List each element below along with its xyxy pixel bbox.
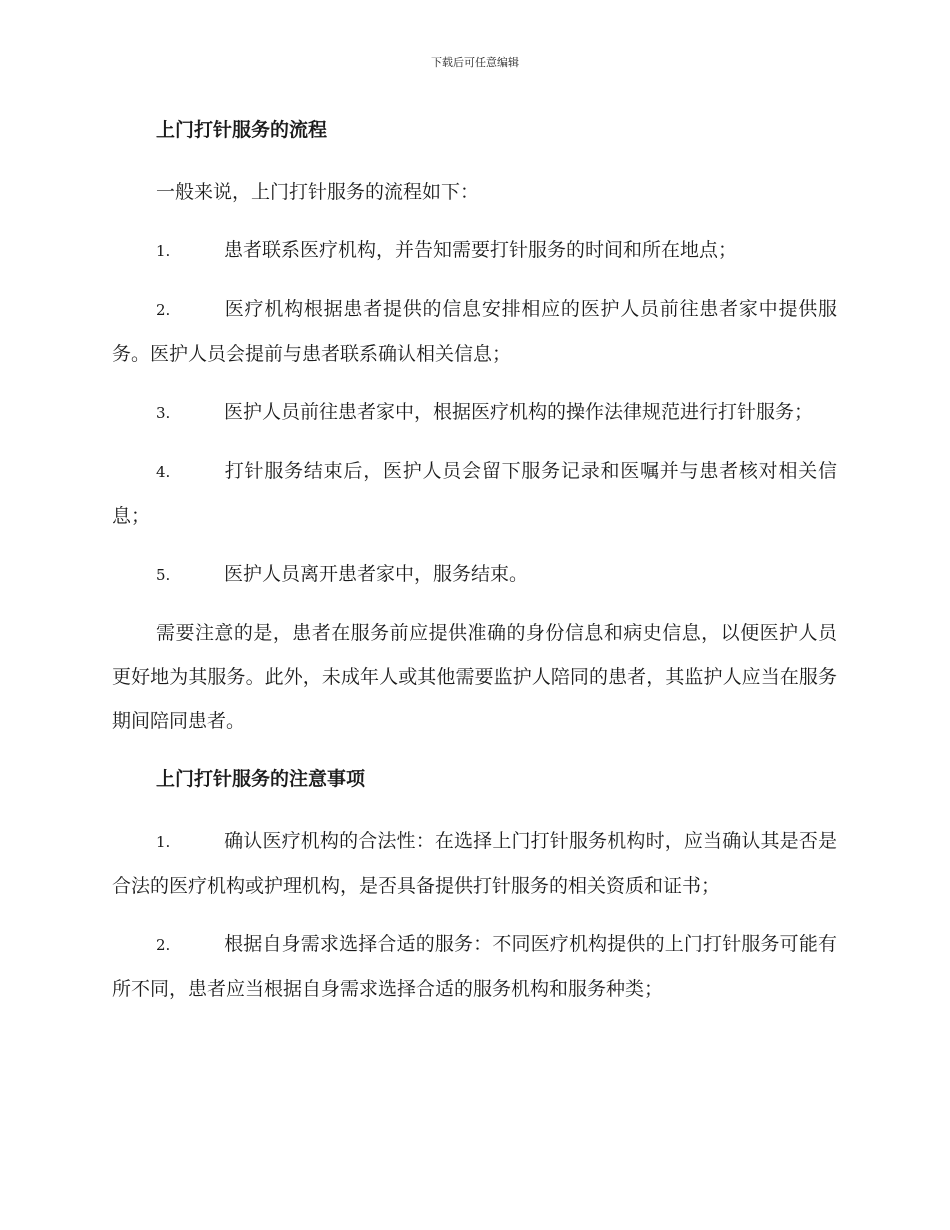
list-text: 确认医疗机构的合法性：在选择上门打针服务机构时，应当确认其是否是合法的医疗机构或护理机构，是否具备提供打针服务的相关资质和证书； — [112, 830, 837, 897]
list-item — [112, 819, 837, 908]
list-text: 打针服务结束后，医护人员会留下服务记录和医嘱并与患者核对相关信息； — [112, 460, 837, 527]
section-title-precautions: 上门打针服务的注意事项 — [156, 768, 366, 790]
list-item — [112, 287, 837, 376]
header-note: 下载后可任意编辑 — [431, 56, 519, 69]
list-item — [112, 390, 837, 435]
list-item — [112, 922, 837, 1011]
list-number: 5. — [156, 566, 171, 584]
section-title-process: 上门打针服务的流程 — [156, 119, 328, 141]
list-number: 2. — [156, 301, 171, 319]
list-item — [112, 228, 837, 273]
list-text: 医疗机构根据患者提供的信息安排相应的医护人员前往患者家中提供服务。医护人员会提前与患者联系确认相关信息； — [112, 298, 837, 365]
list-number: 2. — [156, 936, 171, 954]
list-text: 医护人员前往患者家中，根据医疗机构的操作法律规范进行打针服务； — [224, 401, 814, 423]
list-text: 根据自身需求选择合适的服务：不同医疗机构提供的上门打针服务可能有所不同，患者应当根据自身需求选择合适的服务机构和服务种类； — [112, 933, 837, 1000]
list-number: 4. — [156, 463, 171, 481]
list-item — [112, 552, 837, 597]
list-text: 患者联系医疗机构，并告知需要打针服务的时间和所在地点； — [224, 239, 738, 261]
document-body — [112, 112, 837, 1025]
list-number: 1. — [156, 242, 171, 260]
list-number: 3. — [156, 404, 171, 422]
process-intro: 一般来说，上门打针服务的流程如下： — [156, 181, 480, 203]
list-text: 医护人员离开患者家中，服务结束。 — [224, 563, 529, 585]
list-item — [112, 449, 837, 538]
list-number: 1. — [156, 833, 171, 851]
process-note: 需要注意的是，患者在服务前应提供准确的身份信息和病史信息，以便医护人员更好地为其服务。此外，未成年人或其他需要监护人陪同的患者，其监护人应当在服务期间陪同患者。 — [112, 622, 837, 732]
